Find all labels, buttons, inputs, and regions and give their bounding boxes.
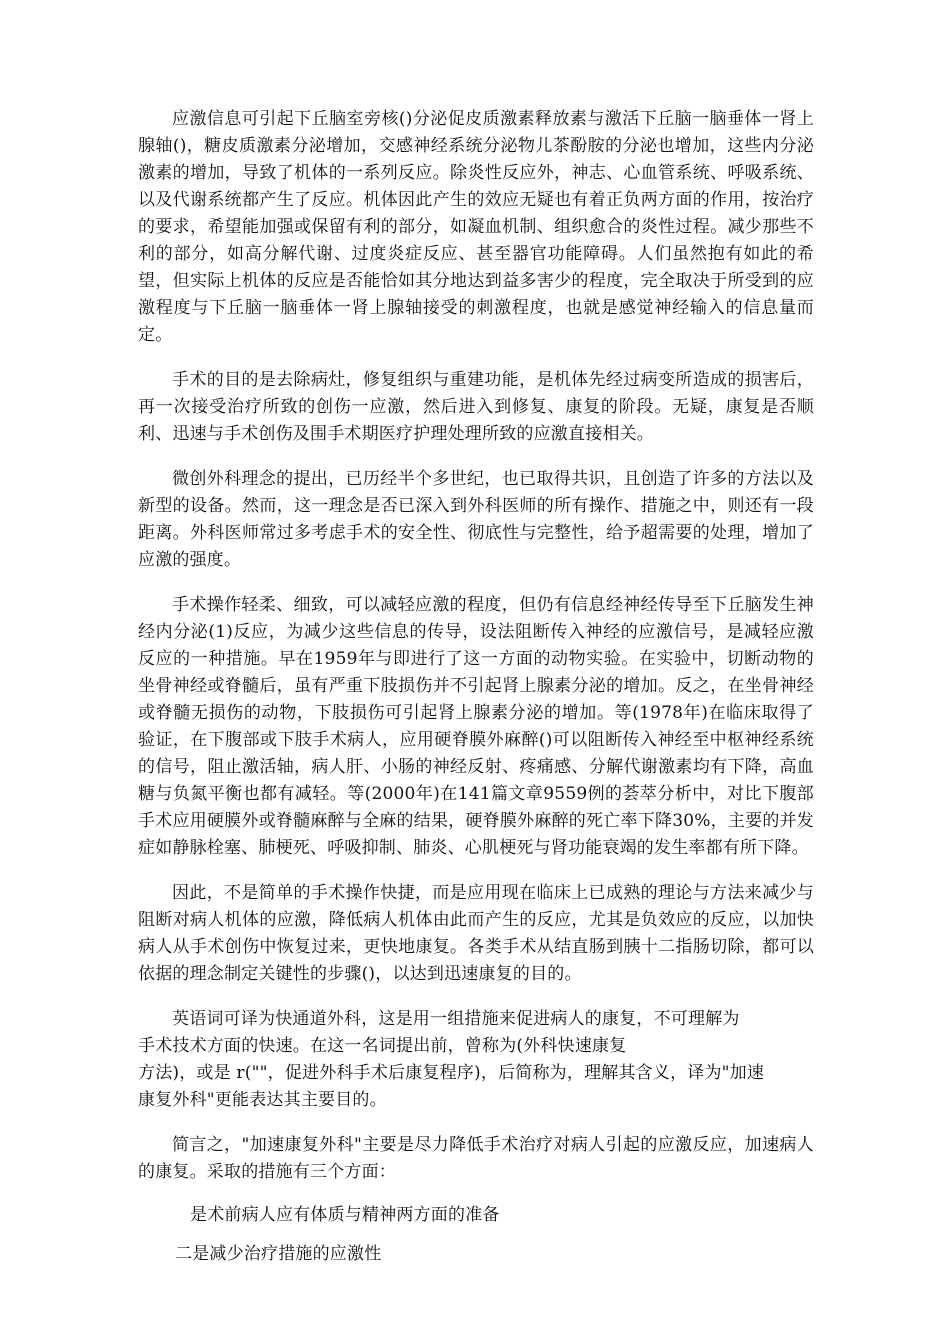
paragraph-conclusion: 因此，不是简单的手术操作快捷，而是应用现在临床上已成熟的理论与方法来减少与阻断对病人机体的应激，降低病人机体由此而产生的反应，尤其是负效应的反应，以加快病人从手术创伤中恢复过来，更快地康复。各类手术从结直肠到胰十二指肠切除，都可以依据的理念制定关键性的步骤()，以达到迅速康复的目的。 [138, 883, 814, 984]
paragraph-stress-response: 应激信息可引起下丘脑室旁核()分泌促皮质激素释放素与激活下丘脑一脑垂体一肾上腺轴()，糖皮质激素分泌增加，交感神经系统分泌物儿茶酚胺的分泌也增加，这些内分泌激素的增加，导致了机体的一系列反应。除炎性反应外，神志、心血管系统、呼吸系统、以及代谢系统都产生了反应。机体因此产生的效应无疑也有着正负两方面的作用，按治疗的要求，希望能加强或保留有利的部分，如凝血机制、组织愈合的炎性过程。减少那些不利的部分，如高分解代谢、过度炎症反应、甚至器官功能障碍。人们虽然抱有如此的希望，但实际上机体的反应是否能恰如其分地达到益多害少的程度，完全取决于所受到的应激程度与下丘脑一脑垂体一肾上腺轴接受的刺激程度，也就是感觉神经输入的信息量而定。 [138, 109, 814, 345]
paragraph-summary: 简言之，"加速康复外科"主要是尽力降低手术治疗对病人引起的应激反应，加速病人的康复。采取的措施有三个方面： [138, 1135, 814, 1182]
document-body [138, 106, 814, 1268]
paragraph-nerve-block: 手术操作轻柔、细致，可以减轻应激的程度，但仍有信息经神经传导至下丘脑发生神经内分泌(1)反应，为减少这些信息的传导，设法阻断传入神经的应激信号，是减轻应激反应的一种措施。早在1959年与即进行了这一方面的动物实验。在实验中，切断动物的坐骨神经或脊髓后，虽有严重下肢损伤并不引起肾上腺素分泌的增加。反之，在坐骨神经或脊髓无损伤的动物，下肢损伤可引起肾上腺素分泌的增加。等(1978年)在临床取得了验证，在下腹部或下肢手术病人，应用硬脊膜外麻醉()可以阻断传入神经至中枢神经系统的信号，阻止激活轴，病人肝、小肠的神经反射、疼痛感、分解代谢激素均有下降，高血糖与负氮平衡也都有减轻。等(2000年)在141篇文章9559例的荟萃分析中，对比下腹部手术应用硬膜外或脊髓麻醉与全麻的结果，硬脊膜外麻醉的死亡率下降30%，主要的并发症如静脉栓塞、肺梗死、呼吸抑制、肺炎、心肌梗死与肾功能衰竭的发生率都有所下降。 [138, 595, 814, 858]
list-item-reduce-stress: 二是减少治疗措施的应激性 [175, 1244, 382, 1264]
text-line: 英语词可译为快通道外科，这是用一组措施来促进病人的康复，不可理解为 [172, 1009, 740, 1029]
list-item-preoperative-preparation: 是术前病人应有体质与精神两方面的准备 [190, 1205, 500, 1225]
paragraph-surgery-purpose: 手术的目的是去除病灶，修复组织与重建功能，是机体先经过病变所造成的损害后，再一次接受治疗所致的创伤一应激，然后进入到修复、康复的阶段。无疑，康复是否顺利、迅速与手术创伤及围手术期医疗护理处理所致的应激直接相关。 [138, 370, 814, 444]
text-line: 康复外科"更能表达其主要目的。 [138, 1090, 387, 1110]
text-line: 方法)，或是 r(""，促进外科手术后康复程序)，后简称为，理解其含义，译为"加速 [138, 1063, 765, 1083]
text-line: 手术技术方面的快速。在这一名词提出前，曾称为(外科快速康复 [138, 1036, 627, 1056]
paragraph-fast-track-term [138, 1006, 814, 1114]
paragraph-minimally-invasive: 微创外科理念的提出，已历经半个多世纪，也已取得共识，且创造了许多的方法以及新型的设备。然而，这一理念是否已深入到外科医师的所有操作、措施之中，则还有一段距离。外科医师常过多考虑手术的安全性、彻底性与完整性，给予超需要的处理，增加了应激的强度。 [138, 469, 814, 570]
